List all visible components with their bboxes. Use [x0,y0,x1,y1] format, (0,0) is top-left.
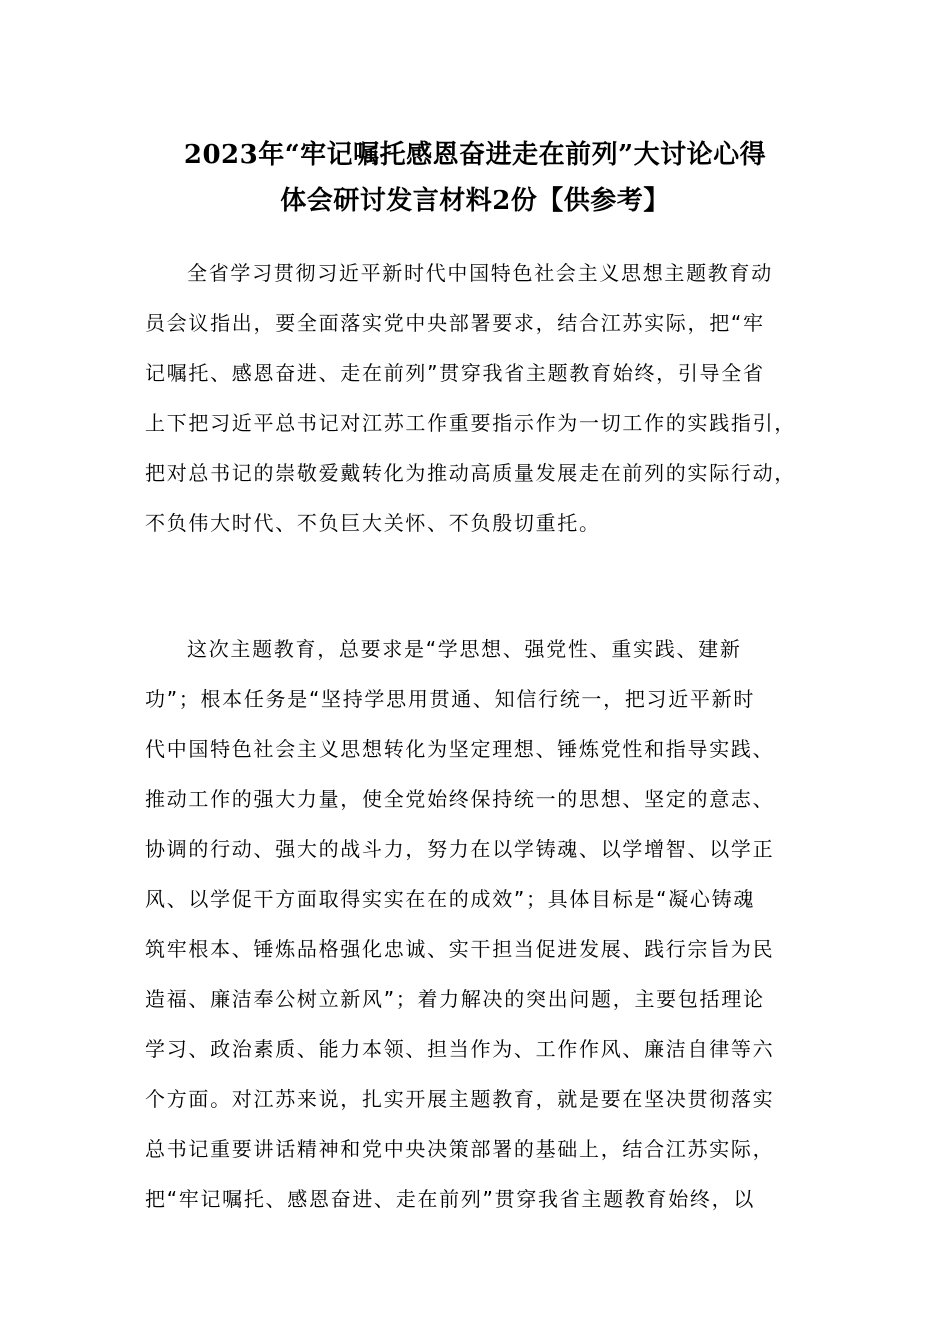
paragraph-line: 把“牢记嘱托、感恩奋进、走在前列”贯穿我省主题教育始终，以 [145,1187,756,1211]
paragraph-line: 把对总书记的崇敬爱戴转化为推动高质量发展走在前列的实际行动， [145,461,796,485]
title-line-1: 2023年“牢记嘱托感恩奋进走在前列”大讨论心得 [183,140,767,170]
paragraph-line: 上下把习近平总书记对江苏工作重要指示作为一切工作的实践指引， [145,411,796,435]
paragraph-line: 风、以学促干方面取得实实在在的成效”；具体目标是“凝心铸魂 [145,887,756,911]
paragraph-1 [145,248,805,548]
paragraph-line: 记嘱托、感恩奋进、走在前列”贯穿我省主题教育始终，引导全省 [145,361,765,385]
paragraph-line: 这次主题教育，总要求是“学思想、强党性、重实践、建新 [187,637,742,661]
paragraph-line: 代中国特色社会主义思想转化为坚定理想、锤炼党性和指导实践、 [145,737,775,761]
paragraph-line: 不负伟大时代、不负巨大关怀、不负殷切重托。 [145,511,601,535]
paragraph-line: 学习、政治素质、能力本领、担当作为、工作作风、廉洁自律等六 [145,1037,775,1061]
paragraph-2 [145,624,805,1224]
paragraph-line: 推动工作的强大力量，使全党始终保持统一的思想、坚定的意志、 [145,787,775,811]
paragraph-line: 造福、廉洁奉公树立新风”；着力解决的突出问题，主要包括理论 [145,987,765,1011]
paragraph-line: 个方面。对江苏来说，扎实开展主题教育，就是要在坚决贯彻落实 [145,1087,775,1111]
document-title [100,132,850,224]
paragraph-line: 员会议指出，要全面落实党中央部署要求，结合江苏实际，把“牢 [145,311,765,335]
paragraph-line: 全省学习贯彻习近平新时代中国特色社会主义思想主题教育动 [187,261,773,285]
title-line-2: 体会研讨发言材料2份【供参考】 [280,186,670,216]
paragraph-line: 协调的行动、强大的战斗力，努力在以学铸魂、以学增智、以学正 [145,837,775,861]
paragraph-line: 功”；根本任务是“坚持学思用贯通、知信行统一，把习近平新时 [145,687,756,711]
paragraph-line: 筑牢根本、锤炼品格强化忠诚、实干担当促进发展、践行宗旨为民 [145,937,775,961]
paragraph-line: 总书记重要讲话精神和党中央决策部署的基础上，结合江苏实际， [145,1137,775,1161]
